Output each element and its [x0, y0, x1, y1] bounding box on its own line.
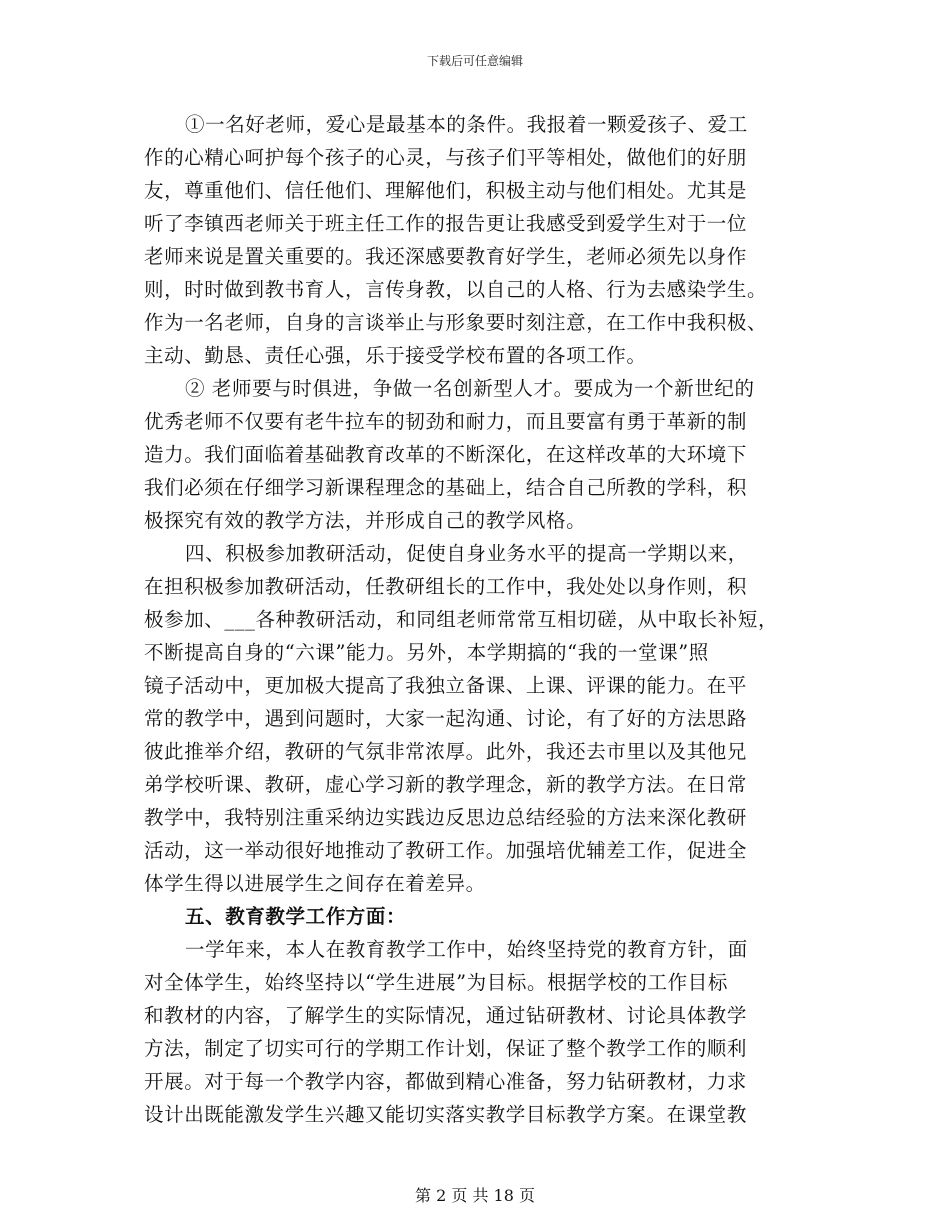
paragraph-line: 作为一名老师，自身的言谈举止与形象要时刻注意，在工作中我积极、 [144, 311, 768, 334]
paragraph-line: 活动，这一举动很好地推动了教研工作。加强培优辅差工作，促进全 [144, 839, 748, 862]
paragraph-line: 弟学校听课、教研，虚心学习新的教学理念，新的教学方法。在日常 [144, 773, 748, 796]
section-heading-line: 四、积极参加教研活动，促使自身业务水平的提高一学期以来， [185, 542, 748, 565]
page-number: 第 2 页 共 18 页 [415, 1186, 535, 1205]
paragraph-line: 极探究有效的教学方法，并形成自己的教学风格。 [144, 509, 587, 532]
paragraph-line: 不断提高自身的“六课”能力。另外，本学期搞的“我的一堂课”照 [144, 641, 709, 664]
paragraph-line: 作的心精心呵护每个孩子的心灵，与孩子们平等相处，做他们的好朋 [144, 146, 748, 169]
paragraph-line: 在担积极参加教研活动，任教研组长的工作中，我处处以身作则，积 [144, 575, 748, 598]
paragraph-line: 主动、勤恳、责任心强，乐于接受学校布置的各项工作。 [144, 344, 647, 367]
paragraph-line: 友，尊重他们、信任他们、理解他们，积极主动与他们相处。尤其是 [144, 179, 748, 202]
paragraph-line: 和教材的内容，了解学生的实际情况，通过钻研教材、讨论具体教学 [144, 1004, 748, 1027]
paragraph-line: 优秀老师不仅要有老牛拉车的韧劲和耐力，而且要富有勇于革新的制 [144, 410, 748, 433]
paragraph-line: 体学生得以进展学生之间存在着差异。 [144, 872, 486, 895]
paragraph-line: 听了李镇西老师关于班主任工作的报告更让我感受到爱学生对于一位 [144, 212, 748, 235]
paragraph-line: 开展。对于每一个教学内容，都做到精心准备，努力钻研教材，力求 [144, 1070, 748, 1093]
paragraph-line: 镜子活动中，更加极大提高了我独立备课、上课、评课的能力。在平 [144, 674, 748, 697]
paragraph-line: 则，时时做到教书育人，言传身教，以自己的人格、行为去感染学生。 [144, 278, 768, 301]
paragraph-line: 极参加、___各种教研活动，和同组老师常常互相切磋，从中取长补短， [144, 608, 779, 631]
paragraph-line: 设计出既能激发学生兴趣又能切实落实教学目标教学方案。在课堂教 [144, 1103, 748, 1126]
document-body [144, 108, 824, 1131]
section-heading: 五、教育教学工作方面： [185, 905, 407, 928]
paragraph-line: 造力。我们面临着基础教育改革的不断深化，在这样改革的大环境下 [144, 443, 748, 466]
paragraph-line: 我们必须在仔细学习新课程理念的基础上，结合自己所教的学科，积 [144, 476, 748, 499]
paragraph-line: 方法，制定了切实可行的学期工作计划，保证了整个教学工作的顺利 [144, 1037, 748, 1060]
paragraph-line: 常的教学中，遇到问题时，大家一起沟通、讨论，有了好的方法思路 [144, 707, 748, 730]
paragraph-line: 一学年来，本人在教育教学工作中，始终坚持党的教育方针，面 [185, 938, 748, 961]
paragraph-line: 教学中，我特别注重采纳边实践边反思边总结经验的方法来深化教研 [144, 806, 748, 829]
paragraph-line: 老师来说是置关重要的。我还深感要教育好学生，老师必须先以身作 [144, 245, 748, 268]
paragraph-line: 对全体学生，始终坚持以“学生进展”为目标。根据学校的工作目标 [144, 971, 728, 994]
paragraph-line: 彼此推举介绍，教研的气氛非常浓厚。此外，我还去市里以及其他兄 [144, 740, 748, 763]
page-header: 下载后可任意编辑 [426, 54, 523, 68]
paragraph-line: ①一名好老师，爱心是最基本的条件。我报着一颗爱孩子、爱工 [185, 113, 748, 136]
paragraph-line: ② 老师要与时俱进，争做一名创新型人才。要成为一个新世纪的 [185, 377, 755, 400]
